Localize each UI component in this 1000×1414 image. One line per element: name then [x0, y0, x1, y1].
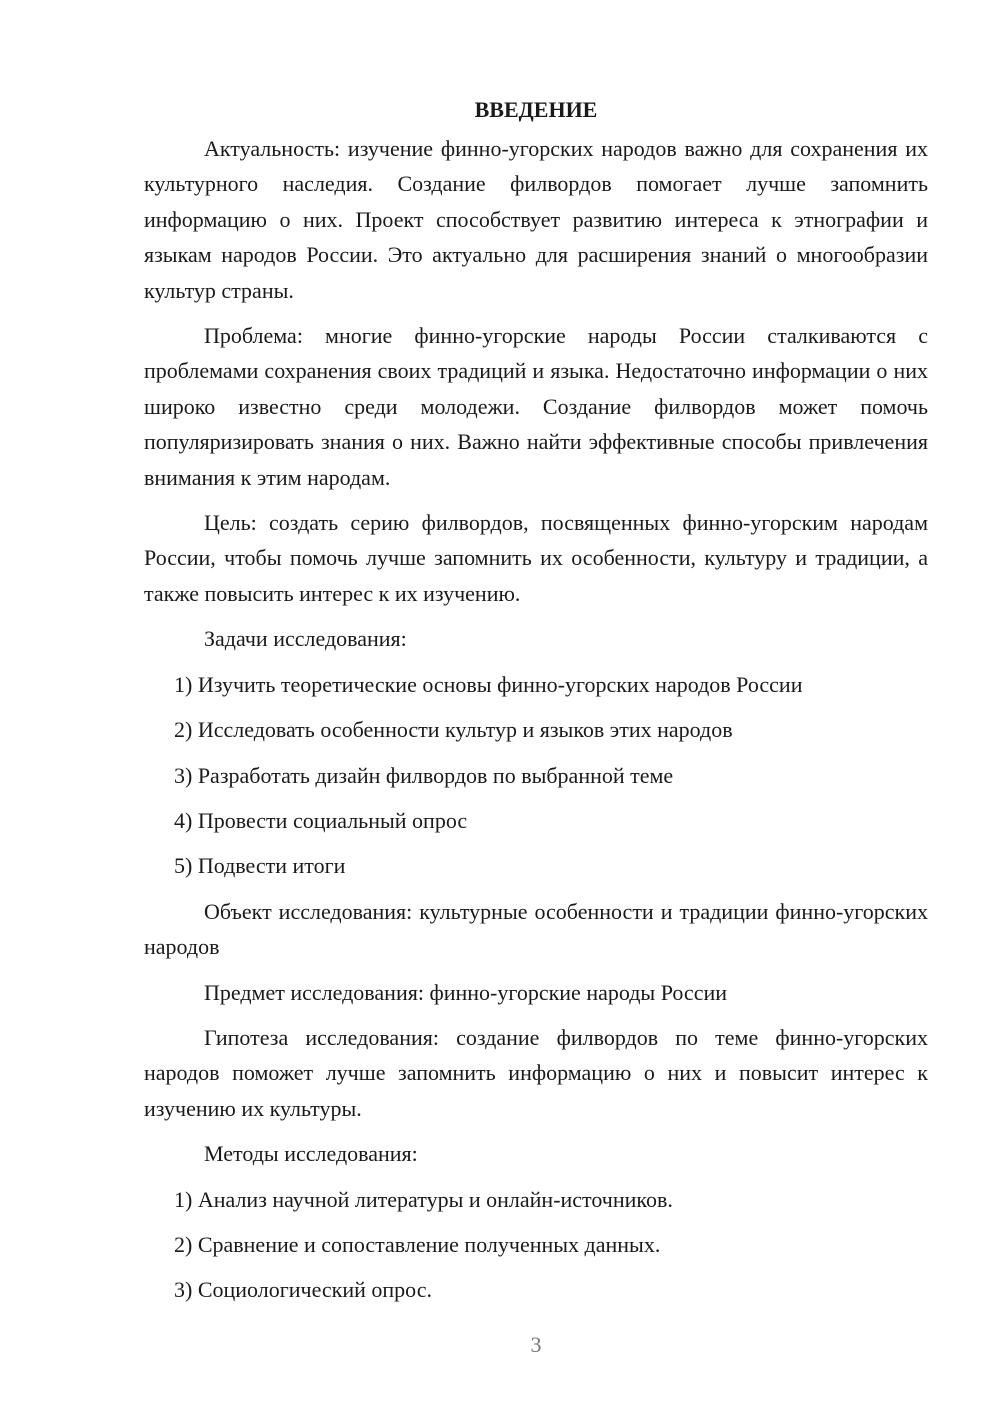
- method-item: 2) Сравнение и сопоставление полученных данных.: [174, 1231, 661, 1257]
- section-title: ВВЕДЕНИЕ: [474, 97, 598, 122]
- object-paragraph: Объект исследования: культурные особенности и традиции финно-угорских народов: [144, 898, 928, 960]
- page-content: [144, 92, 928, 1318]
- task-item: 2) Исследовать особенности культур и языков этих народов: [174, 717, 733, 743]
- method-item: 3) Социологический опрос.: [174, 1277, 432, 1303]
- relevance-paragraph: Актуальность: изучение финно-угорских народов важно для сохранения их культурного наследия. Создание филвордов помогает лучше запомнить информацию о них. Проект способствует развитию интереса к этнографии и языкам народов России. Это актуально для расширения знаний о многообразии культур страны.: [144, 136, 928, 303]
- task-item: 1) Изучить теоретические основы финно-угорских народов России: [174, 671, 803, 697]
- method-item: 1) Анализ научной литературы и онлайн-источников.: [174, 1186, 673, 1212]
- problem-paragraph: Проблема: многие финно-угорские народы России сталкиваются с проблемами сохранения своих традиций и языка. Недостаточно информации о них широко известно среди молодежи. Создание филвордов может помочь популяризировать знания о них. Важно найти эффективные способы привлечения внимания к этим народам.: [144, 323, 928, 490]
- tasks-label: Задачи исследования:: [204, 626, 407, 652]
- task-item: 3) Разработать дизайн филвордов по выбранной теме: [174, 762, 674, 788]
- page-number: 3: [530, 1332, 542, 1357]
- subject-paragraph: Предмет исследования: финно-угорские народы России: [204, 979, 728, 1005]
- task-item: 4) Провести социальный опрос: [174, 807, 468, 833]
- methods-label: Методы исследования:: [204, 1141, 418, 1167]
- task-item: 5) Подвести итоги: [174, 853, 346, 879]
- hypothesis-paragraph: Гипотеза исследования: создание филвордов по теме финно-угорских народов поможет лучше запомнить информацию о них и повысит интерес к изучению их культуры.: [144, 1024, 928, 1121]
- goal-paragraph: Цель: создать серию филвордов, посвященных финно-угорским народам России, чтобы помочь лучше запомнить их особенности, культуру и традиции, а также повысить интерес к их изучению.: [144, 510, 928, 606]
